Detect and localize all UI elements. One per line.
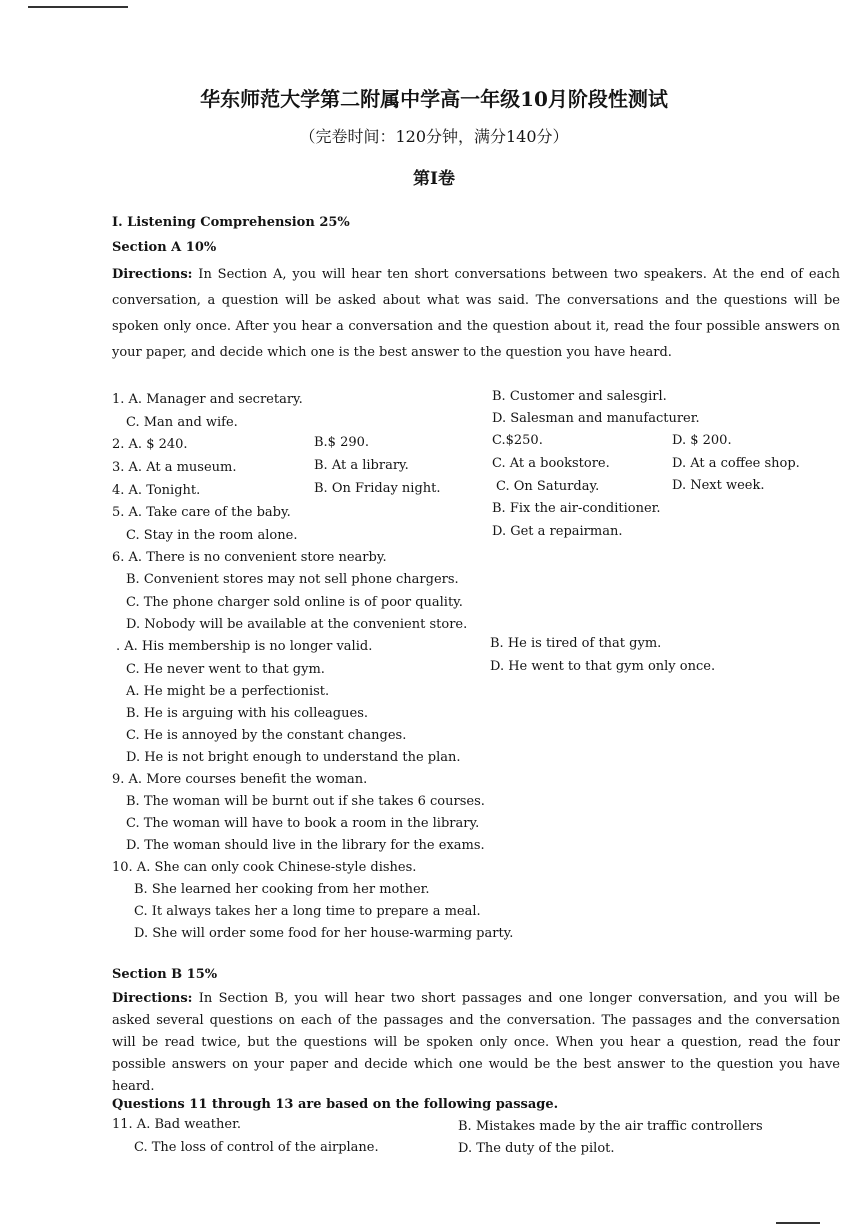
q10-option-b: B. She learned her cooking from her mother. — [134, 882, 430, 897]
q11-option-d: D. The duty of the pilot. — [458, 1141, 615, 1156]
q11-13-heading: Questions 11 through 13 are based on the following passage. — [112, 1097, 559, 1112]
q5-option-d: D. Get a repairman. — [492, 524, 623, 539]
q10-option-c: C. It always takes her a long time to prepare a meal. — [134, 904, 481, 919]
q8-option-d: D. He is not bright enough to understand the plan. — [126, 750, 461, 765]
q11-option-c: C. The loss of control of the airplane. — [134, 1140, 379, 1155]
scan-mark-bottom — [776, 1222, 820, 1224]
q9-option-b: B. The woman will be burnt out if she takes 6 courses. — [126, 794, 485, 809]
q7-option-d: D. He went to that gym only once. — [490, 659, 716, 674]
q6-option-c: C. The phone charger sold online is of poor quality. — [126, 595, 463, 610]
directions-text: In Section B, you will hear two short passages and one longer conversation, and you will be asked several questions on each of the passages and the conversation. The passages and the conversation will be read twice, but the questions will be spoken only once. When you hear a question, read the four possible answers on your paper and decide which one would be the best answer to the question you have heard. — [112, 991, 840, 1094]
q9-option-c: C. The woman will have to book a room in the library. — [126, 816, 480, 831]
section-b-directions — [112, 988, 840, 1098]
q11-option-b: B. Mistakes made by the air traffic controllers — [458, 1119, 763, 1134]
q9-option-d: D. The woman should live in the library for the exams. — [126, 838, 485, 853]
q10-option-d: D. She will order some food for her house-warming party. — [134, 926, 514, 941]
directions-label: Directions: — [112, 991, 193, 1006]
exam-subtitle: （完卷时间：120分钟，满分140分） — [299, 127, 569, 146]
q11-option-a: 11. A. Bad weather. — [112, 1117, 241, 1132]
q2-option-b: B.$ 290. — [314, 435, 370, 450]
part-heading: I. Listening Comprehension 25% — [112, 215, 350, 230]
q5-option-a: 5. A. Take care of the baby. — [112, 505, 291, 520]
q7-option-a: . A. His membership is no longer valid. — [116, 639, 373, 654]
q3-option-c: C. At a bookstore. — [492, 456, 610, 471]
scan-mark-top — [28, 6, 128, 8]
q10-option-a: 10. A. She can only cook Chinese-style dishes. — [112, 860, 417, 875]
q3-option-b: B. At a library. — [314, 458, 409, 473]
q1-option-d: D. Salesman and manufacturer. — [492, 411, 700, 426]
section-a-heading: Section A 10% — [112, 240, 217, 255]
q7-option-b: B. He is tired of that gym. — [490, 636, 662, 651]
q1-option-a: 1. A. Manager and secretary. — [112, 392, 303, 407]
q6-option-b: B. Convenient stores may not sell phone chargers. — [126, 572, 459, 587]
q5-option-b: B. Fix the air-conditioner. — [492, 501, 661, 516]
q3-option-d: D. At a coffee shop. — [672, 456, 800, 471]
q6-option-d: D. Nobody will be available at the convenient store. — [126, 617, 468, 632]
q2-option-c: C.$250. — [492, 433, 543, 448]
q9-option-a: 9. A. More courses benefit the woman. — [112, 772, 368, 787]
q1-option-b: B. Customer and salesgirl. — [492, 389, 667, 404]
q1-option-c: C. Man and wife. — [126, 415, 238, 430]
q3-option-a: 3. A. At a museum. — [112, 460, 237, 475]
section-b-heading: Section B 15% — [112, 967, 218, 982]
directions-text: In Section A, you will hear ten short conversations between two speakers. At the end of each conversation, a question will be asked about what was said. The conversations and the questions will be spoken only once. After you hear a conversation and the question about it, read the four possible answers on your paper, and decide which one is the best answer to the question you have heard. — [112, 267, 840, 360]
q4-option-d: D. Next week. — [672, 478, 765, 493]
volume-label: 第I卷 — [413, 169, 455, 189]
directions-label: Directions: — [112, 267, 193, 282]
q5-option-c: C. Stay in the room alone. — [126, 528, 298, 543]
section-a-directions — [112, 262, 840, 366]
exam-title: 华东师范大学第二附属中学高一年级10月阶段性测试 — [200, 87, 668, 111]
q4-option-b: B. On Friday night. — [314, 481, 441, 496]
q4-option-a: 4. A. Tonight. — [112, 483, 201, 498]
q2-option-d: D. $ 200. — [672, 433, 732, 448]
q4-option-c: C. On Saturday. — [496, 479, 600, 494]
q2-option-a: 2. A. $ 240. — [112, 437, 188, 452]
q8-option-b: B. He is arguing with his colleagues. — [126, 706, 368, 721]
q7-option-c: C. He never went to that gym. — [126, 662, 325, 677]
q8-option-c: C. He is annoyed by the constant changes. — [126, 728, 407, 743]
q8-option-a: A. He might be a perfectionist. — [126, 684, 330, 699]
q6-option-a: 6. A. There is no convenient store nearby. — [112, 550, 387, 565]
